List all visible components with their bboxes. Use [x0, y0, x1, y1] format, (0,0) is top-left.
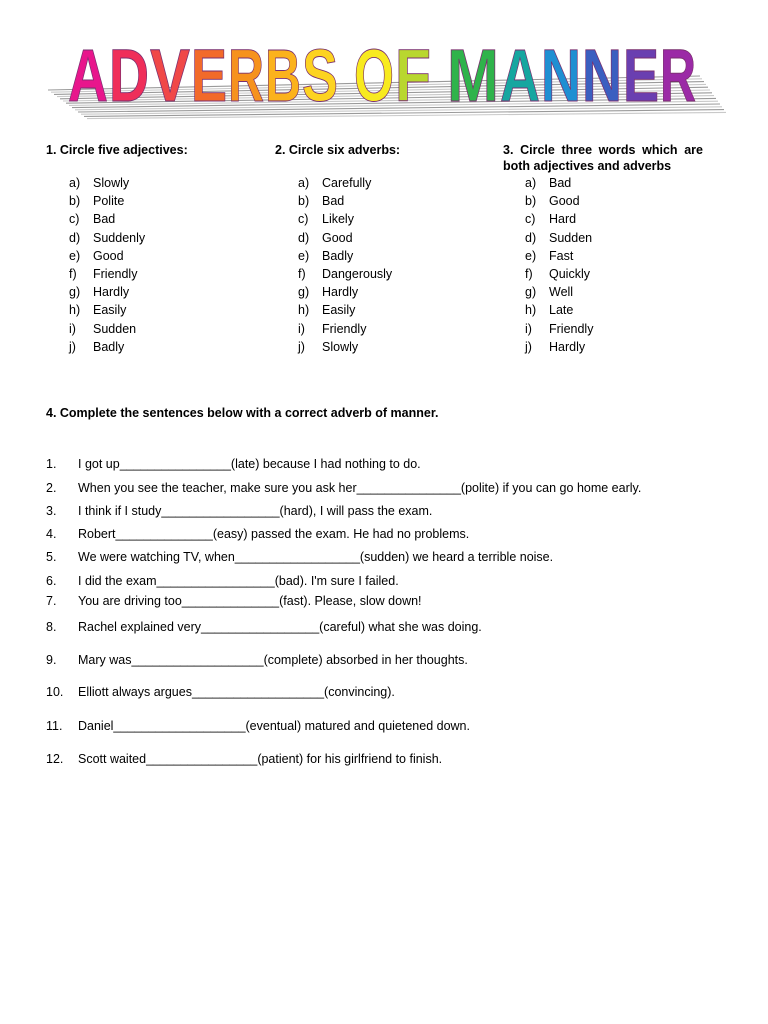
- exercise-3-options: [525, 174, 703, 356]
- option-word: Hardly: [322, 285, 359, 300]
- option-word: Fast: [549, 248, 574, 263]
- sentence-number: 2.: [46, 481, 57, 495]
- sentence-text: You are driving too______________(fast). Please, slow down!: [78, 594, 422, 608]
- option-word: Carefully: [322, 176, 372, 190]
- option-item[interactable]: [69, 192, 256, 210]
- option-word: Bad: [549, 176, 572, 190]
- option-word: Hardly: [549, 339, 586, 354]
- sentence-item: [46, 653, 468, 667]
- option-letter: f): [525, 266, 533, 281]
- sentence-number: 12.: [46, 752, 64, 766]
- option-item[interactable]: [298, 320, 485, 338]
- option-word: Late: [549, 303, 574, 318]
- option-item[interactable]: [69, 320, 256, 338]
- option-word: Bad: [322, 194, 345, 209]
- title-letter: B: [264, 34, 301, 117]
- option-letter: i): [525, 321, 532, 336]
- option-letter: f): [298, 266, 306, 281]
- title-letter: E: [190, 34, 227, 117]
- exercise-4-heading: 4. Complete the sentences below with a correct adverb of manner.: [46, 406, 439, 420]
- title-letter: N: [582, 34, 622, 117]
- option-item[interactable]: [298, 265, 485, 283]
- option-word: Friendly: [549, 321, 594, 336]
- option-letter: j): [525, 339, 532, 354]
- sentence-item: [46, 719, 470, 733]
- sentence-item: [46, 481, 641, 495]
- option-item[interactable]: [525, 229, 703, 247]
- option-letter: g): [298, 285, 310, 300]
- option-item[interactable]: [525, 210, 703, 228]
- option-item[interactable]: [69, 210, 256, 228]
- option-word: Quickly: [549, 266, 590, 281]
- option-word: Good: [549, 194, 580, 209]
- exercise-2: [275, 142, 485, 356]
- option-item[interactable]: [298, 247, 485, 265]
- option-item[interactable]: [69, 338, 256, 356]
- option-letter: f): [69, 266, 77, 281]
- option-item[interactable]: [69, 229, 256, 247]
- option-letter: h): [69, 303, 81, 318]
- option-word: Slowly: [93, 176, 130, 190]
- sentence-text: We were watching TV, when__________________(sudden) we heard a terrible noise.: [78, 550, 554, 564]
- option-item[interactable]: [69, 247, 256, 265]
- sentence-text: Scott waited________________(patient) for his girlfriend to finish.: [78, 752, 443, 766]
- sentence-number: 8.: [46, 620, 57, 634]
- option-letter: i): [298, 321, 305, 336]
- option-item[interactable]: [525, 320, 703, 338]
- title-letter: N: [541, 34, 581, 117]
- title-letter: M: [446, 34, 499, 117]
- sentence-text: Mary was___________________(complete) absorbed in her thoughts.: [78, 653, 468, 667]
- sentence-item: [46, 594, 422, 608]
- option-item[interactable]: [298, 301, 485, 319]
- option-item[interactable]: [69, 301, 256, 319]
- option-item[interactable]: [298, 283, 485, 301]
- exercise-2-options: [298, 174, 485, 356]
- option-letter: i): [69, 321, 76, 336]
- option-word: Well: [549, 285, 574, 300]
- sentence-item: [46, 620, 482, 634]
- sentence-number: 5.: [46, 550, 57, 564]
- exercise-1-options: [69, 174, 256, 356]
- sentence-number: 7.: [46, 594, 57, 608]
- exercise-3-heading: 3. Circle three words which are both adjectives and adverbs: [503, 143, 703, 173]
- sentence-text: When you see the teacher, make sure you ask her_______________(polite) if you can go home early.: [78, 481, 642, 495]
- option-word: Sudden: [93, 321, 137, 336]
- exercise-1: [46, 142, 256, 356]
- option-letter: a): [69, 176, 81, 190]
- option-word: Bad: [93, 212, 116, 227]
- option-letter: a): [298, 176, 310, 190]
- option-word: Easily: [322, 303, 356, 318]
- sentence-text: Robert______________(easy) passed the exam. He had no problems.: [78, 527, 470, 541]
- option-item[interactable]: [525, 174, 703, 192]
- option-item[interactable]: [298, 229, 485, 247]
- option-letter: c): [69, 212, 80, 227]
- option-word: Likely: [322, 212, 354, 227]
- option-letter: c): [298, 212, 309, 227]
- option-word: Hardly: [93, 285, 130, 300]
- option-letter: e): [525, 248, 537, 263]
- sentence-item: [46, 527, 469, 541]
- sentence-number: 1.: [46, 457, 57, 471]
- option-letter: g): [69, 285, 81, 300]
- sentence-item: [46, 504, 432, 518]
- option-word: Friendly: [322, 321, 367, 336]
- title-letter: F: [395, 34, 431, 117]
- exercise-1-heading: 1. Circle five adjectives:: [46, 143, 188, 157]
- option-word: Slowly: [322, 339, 359, 354]
- option-word: Easily: [93, 303, 127, 318]
- option-item[interactable]: [525, 265, 703, 283]
- sentence-text: Elliott always argues___________________(convincing).: [78, 685, 395, 699]
- title-letter: R: [227, 34, 264, 117]
- option-item[interactable]: [525, 283, 703, 301]
- sentence-number: 9.: [46, 653, 57, 667]
- title-letter: A: [67, 34, 108, 117]
- option-item[interactable]: [298, 174, 485, 192]
- option-word: Good: [322, 230, 353, 245]
- sentence-item: [46, 550, 553, 564]
- option-item[interactable]: [525, 192, 703, 210]
- option-word: Badly: [93, 339, 125, 354]
- option-item[interactable]: [298, 192, 485, 210]
- option-letter: c): [525, 212, 536, 227]
- option-letter: d): [298, 230, 310, 245]
- option-word: Sudden: [549, 230, 593, 245]
- option-word: Dangerously: [322, 266, 393, 281]
- option-letter: d): [525, 230, 537, 245]
- option-letter: h): [298, 303, 310, 318]
- option-letter: e): [298, 248, 310, 263]
- sentence-number: 10.: [46, 685, 64, 699]
- title-letter: D: [109, 34, 149, 117]
- sentence-text: Daniel___________________(eventual) matured and quietened down.: [78, 719, 470, 733]
- title-letter: S: [302, 34, 338, 117]
- sentence-text: I think if I study_________________(hard), I will pass the exam.: [78, 504, 433, 518]
- option-item[interactable]: [525, 247, 703, 265]
- title-letter: E: [623, 34, 659, 117]
- option-letter: e): [69, 248, 81, 263]
- option-item[interactable]: [525, 338, 703, 356]
- option-word: Badly: [322, 248, 354, 263]
- option-word: Polite: [93, 194, 125, 209]
- title-letter: A: [500, 34, 540, 117]
- worksheet-title: [0, 0, 768, 120]
- option-letter: j): [69, 339, 76, 354]
- sentence-number: 4.: [46, 527, 57, 541]
- option-item[interactable]: [69, 265, 256, 283]
- sentence-number: 11.: [46, 719, 63, 733]
- sentence-text: I got up________________(late) because I had nothing to do.: [78, 457, 421, 471]
- option-letter: d): [69, 230, 81, 245]
- sentence-number: 6.: [46, 574, 57, 588]
- option-item[interactable]: [525, 301, 703, 319]
- sentence-text: Rachel explained very_________________(careful) what she was doing.: [78, 620, 482, 634]
- option-word: Good: [93, 248, 124, 263]
- sentence-number: 3.: [46, 504, 57, 518]
- option-letter: h): [525, 303, 537, 318]
- option-word: Suddenly: [93, 230, 146, 245]
- option-word: Hard: [549, 212, 577, 227]
- option-letter: a): [525, 176, 537, 190]
- option-item[interactable]: [69, 174, 256, 192]
- sentence-text: I did the exam_________________(bad). I'm sure I failed.: [78, 574, 399, 588]
- option-item[interactable]: [298, 210, 485, 228]
- title-letters: [68, 35, 696, 117]
- option-letter: b): [525, 194, 537, 209]
- sentence-item: [46, 752, 442, 766]
- sentence-item: [46, 574, 399, 588]
- option-letter: b): [298, 194, 310, 209]
- option-letter: g): [525, 285, 537, 300]
- sentence-item: [46, 685, 395, 699]
- option-item[interactable]: [298, 338, 485, 356]
- option-item[interactable]: [69, 283, 256, 301]
- exercise-3: [503, 142, 703, 356]
- option-letter: j): [298, 339, 305, 354]
- sentence-item: [46, 457, 421, 471]
- title-letter: V: [150, 34, 191, 117]
- option-letter: b): [69, 194, 81, 209]
- option-word: Friendly: [93, 266, 138, 281]
- title-letter: O: [353, 34, 394, 117]
- title-letter: R: [660, 34, 696, 117]
- exercise-2-heading: 2. Circle six adverbs:: [275, 143, 401, 157]
